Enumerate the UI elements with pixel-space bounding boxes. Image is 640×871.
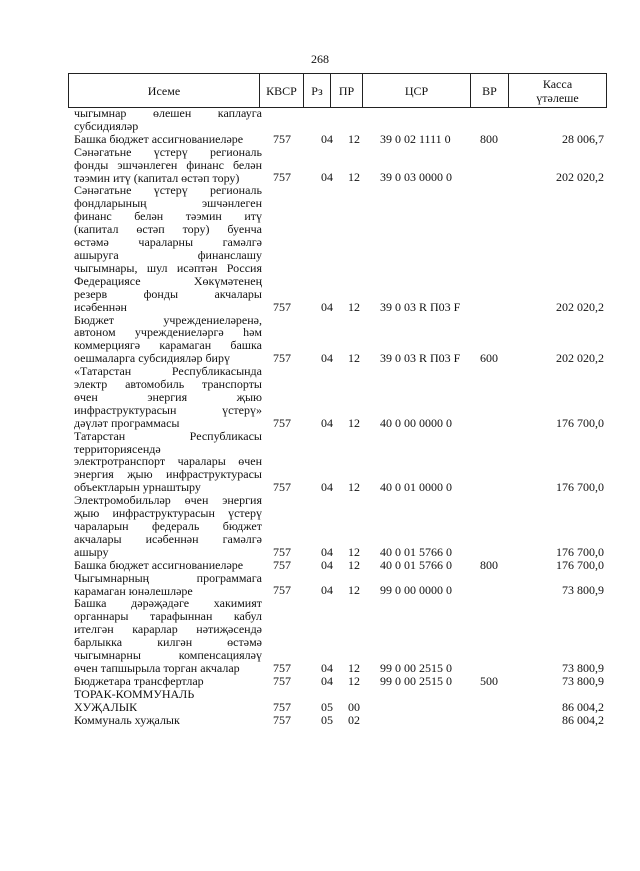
row-rz: 04: [321, 557, 333, 572]
row-values: [74, 133, 604, 146]
row-kvsr: 757: [273, 415, 291, 430]
row-csr: 39 0 03 R П03 F: [380, 299, 461, 314]
row-sum: 28 006,7: [562, 131, 604, 146]
row-pr: 12: [348, 673, 360, 688]
row-csr: 40 0 01 0000 0: [380, 480, 452, 495]
table-row: [74, 184, 604, 313]
row-vr: 800: [480, 131, 498, 146]
row-pr: 12: [348, 660, 360, 675]
header-kassa-line2: үтәлеше: [536, 90, 579, 105]
row-vr: 800: [480, 557, 498, 572]
row-rz: 04: [321, 673, 333, 688]
row-values: [74, 546, 604, 559]
row-name-line: Бюджет учреждениеләренә,: [74, 312, 262, 327]
row-values: [74, 559, 604, 572]
table-header: [68, 73, 607, 108]
row-vr: 600: [480, 351, 498, 366]
row-name-line: Федерациясе Хөкүмәтенең: [74, 273, 262, 288]
row-name-line: Чыгымнарның программага: [74, 570, 262, 585]
row-values: [74, 662, 604, 675]
row-name-line: фондларының эшчәнлеген: [74, 196, 262, 211]
row-name-line: «Татарстан Республикасында: [74, 364, 262, 379]
row-rz: 04: [321, 170, 333, 185]
row-kvsr: 757: [273, 544, 291, 559]
row-name-line: оешмаларга субсидияләр бирү: [74, 351, 230, 366]
row-name-line: энергия җыю инфраструктурасы: [74, 467, 262, 482]
row-csr: 39 0 03 0000 0: [380, 170, 452, 185]
row-csr: 39 0 03 R П03 F: [380, 351, 461, 366]
row-name-line: ашыру: [74, 544, 109, 559]
row-pr: 12: [348, 583, 360, 598]
row-name-line: дәүләт программасы: [74, 415, 180, 430]
row-name-line: Башка бюджет ассигнованиеләре: [74, 131, 244, 146]
row-name-line: электр автомобиль транспорты: [74, 377, 262, 392]
row-sum: 202 020,2: [556, 351, 604, 366]
row-kvsr: 757: [273, 673, 291, 688]
row-name-line: ТОРАК-КОММУНАЛЬ: [74, 686, 195, 701]
row-name-line: Коммуналь хуҗалык: [74, 712, 180, 727]
row-values: [74, 675, 604, 688]
row-name-line: барлыкка килгән өстәмә: [74, 635, 262, 650]
row-sum: 73 800,9: [562, 660, 604, 675]
row-pr: 02: [348, 712, 360, 727]
row-name-line: автоном учреждениеләргә һәм: [74, 325, 262, 340]
table-row: [74, 365, 604, 430]
header-name: Исеме: [69, 74, 260, 108]
row-values: [74, 120, 604, 133]
row-sum: 73 800,9: [562, 583, 604, 598]
table-row: [74, 714, 604, 727]
row-name-line: Сәнәгатьне үстерү региональ: [74, 183, 262, 198]
row-kvsr: 757: [273, 699, 291, 714]
row-name-line: Татарстан Республикасы: [74, 428, 262, 443]
row-csr: 40 0 00 0000 0: [380, 415, 452, 430]
row-name-line: территориясендә: [74, 441, 161, 456]
table-row: [74, 572, 604, 598]
table-row: [74, 430, 604, 495]
row-pr: 12: [348, 131, 360, 146]
row-pr: 12: [348, 415, 360, 430]
header-kassa: [509, 74, 607, 108]
row-name-line: җыю инфраструктурасын үстерү: [74, 506, 262, 521]
row-values: [74, 417, 604, 430]
header-kvsr: КВСР: [260, 74, 304, 108]
row-values: [74, 714, 604, 727]
row-name-line: Электромобильләр өчен энергия: [74, 493, 262, 508]
row-name-line: ХУҖАЛЫК: [74, 699, 138, 714]
row-name-line: резерв фонды акчалары: [74, 286, 262, 301]
row-values: [74, 301, 604, 314]
row-sum: 176 700,0: [556, 415, 604, 430]
row-csr: 40 0 01 5766 0: [380, 557, 452, 572]
row-pr: 12: [348, 557, 360, 572]
row-sum: 86 004,2: [562, 699, 604, 714]
table-body: [74, 107, 604, 727]
row-name-line: коммерциягә карамаган башка: [74, 338, 262, 353]
row-vr: 500: [480, 673, 498, 688]
row-rz: 05: [321, 712, 333, 727]
table-row: [74, 314, 604, 366]
row-rz: 05: [321, 699, 333, 714]
row-sum: 176 700,0: [556, 544, 604, 559]
table-row: [74, 688, 604, 714]
row-sum: 202 020,2: [556, 170, 604, 185]
row-sum: 86 004,2: [562, 712, 604, 727]
row-name-line: электротранспорт чаралары өчен: [74, 454, 262, 469]
row-pr: 12: [348, 351, 360, 366]
row-name-line: өстәмә чараларны гамәлгә: [74, 235, 262, 250]
row-rz: 04: [321, 351, 333, 366]
row-kvsr: 757: [273, 170, 291, 185]
row-name-line: фонды эшчәнлеген финанс белән: [74, 157, 262, 172]
header-csr: ЦСР: [363, 74, 471, 108]
row-kvsr: 757: [273, 351, 291, 366]
row-csr: 39 0 02 1111 0: [380, 131, 451, 146]
row-csr: 40 0 01 5766 0: [380, 544, 452, 559]
header-vr: ВР: [471, 74, 509, 108]
row-pr: 00: [348, 699, 360, 714]
row-name-line: органнары тарафыннан кабул: [74, 609, 262, 624]
row-sum: 176 700,0: [556, 480, 604, 495]
row-name-line: (капитал өстәп тору) буенча: [74, 222, 262, 237]
row-name-line: чыгымнарны компенсацияләү: [74, 648, 262, 663]
table-row: [74, 559, 604, 572]
row-name-line: инфраструктурасын үстерү»: [74, 402, 262, 417]
row-name-line: ителгән карарлар нәтиҗәсендә: [74, 622, 262, 637]
row-name-line: финанс белән тәэмин итү: [74, 209, 262, 224]
row-kvsr: 757: [273, 712, 291, 727]
row-name-line: Сәнәгатьне үстерү региональ: [74, 144, 262, 159]
row-name-line: тәэмин итү (капитал өстәп тору): [74, 170, 240, 185]
row-rz: 04: [321, 660, 333, 675]
row-name-line: чараларын федераль бюджет: [74, 519, 262, 533]
table-row: [74, 494, 604, 559]
row-pr: 12: [348, 170, 360, 185]
row-name-line: чыгымнары, шул исәптән Россия: [74, 260, 262, 275]
table-row: [74, 597, 604, 674]
row-sum: 176 700,0: [556, 557, 604, 572]
row-name-line: чыгымнар өлешен каплауга: [74, 106, 262, 120]
row-rz: 04: [321, 415, 333, 430]
table-row: [74, 146, 604, 185]
row-name-line: субсидияләр: [74, 118, 139, 133]
row-csr: 99 0 00 2515 0: [380, 660, 452, 675]
table-row: [74, 107, 604, 133]
row-name-line: карамаган юнәлешләре: [74, 583, 193, 598]
row-sum: 73 800,9: [562, 673, 604, 688]
row-rz: 04: [321, 583, 333, 598]
row-sum: 202 020,2: [556, 299, 604, 314]
header-pr: ПР: [331, 74, 363, 108]
table-row: [74, 675, 604, 688]
row-name-line: объектларын урнаштыру: [74, 480, 201, 495]
row-name-line: Башка бюджет ассигнованиеләре: [74, 557, 244, 572]
row-pr: 12: [348, 299, 360, 314]
row-rz: 04: [321, 544, 333, 559]
row-name: [74, 184, 262, 313]
row-pr: 12: [348, 480, 360, 495]
header-rz: Рз: [304, 74, 331, 108]
table-row: [74, 133, 604, 146]
header-kassa-line1: Касса: [542, 76, 573, 91]
row-name-line: өчен энергия җыю: [74, 389, 262, 404]
row-values: [74, 701, 604, 714]
page-number: 268: [311, 52, 329, 66]
row-name-line: Бюджетара трансфертлар: [74, 673, 204, 688]
row-kvsr: 757: [273, 299, 291, 314]
row-kvsr: 757: [273, 131, 291, 146]
row-kvsr: 757: [273, 583, 291, 598]
row-kvsr: 757: [273, 480, 291, 495]
row-rz: 04: [321, 480, 333, 495]
row-pr: 12: [348, 544, 360, 559]
row-name-line: Башка дәрәҗәдәге хакимият: [74, 596, 262, 611]
row-rz: 04: [321, 131, 333, 146]
row-kvsr: 757: [273, 660, 291, 675]
row-csr: 99 0 00 0000 0: [380, 583, 452, 598]
row-name-line: исәбеннән: [74, 299, 127, 314]
row-name-line: өчен тапшырыла торган акчалар: [74, 660, 240, 675]
row-name-line: акчалары исәбеннән гамәлгә: [74, 531, 262, 546]
row-name-line: ашыруга финанслашу: [74, 247, 262, 262]
row-csr: 99 0 00 2515 0: [380, 673, 452, 688]
row-kvsr: 757: [273, 557, 291, 572]
row-rz: 04: [321, 299, 333, 314]
